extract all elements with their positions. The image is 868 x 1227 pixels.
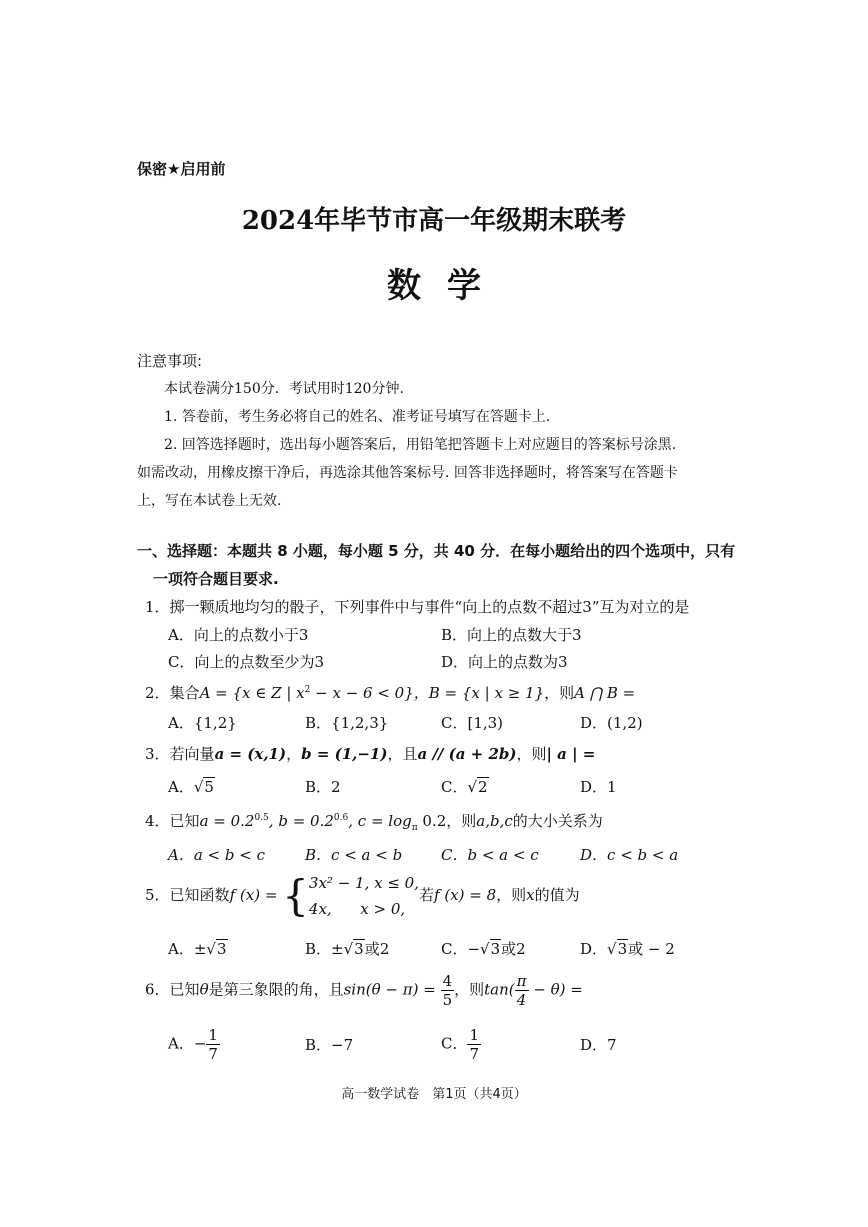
q1-option-d: D．向上的点数为3: [441, 653, 568, 671]
q-number: 5．: [145, 886, 170, 904]
sqrt-value: 3: [617, 940, 628, 958]
q5-option-a: A．±√3: [168, 940, 227, 958]
piece-1: 3x² − 1, x ≤ 0,: [308, 874, 419, 892]
q-text: 已知: [169, 980, 200, 999]
denominator: 7: [469, 1045, 480, 1063]
q-text: 集合: [169, 684, 200, 702]
q-number: 4．: [145, 812, 170, 830]
option-suffix: 或2: [364, 940, 390, 958]
option-letter: A．: [168, 778, 194, 796]
sqrt-value: 2: [478, 778, 488, 796]
option-letter: A．±: [168, 940, 207, 958]
expr-c-cont: 0.2: [417, 812, 447, 830]
q6-option-a: [168, 1026, 220, 1063]
fraction-pi-4: [515, 972, 529, 1009]
q-text: ，: [286, 745, 302, 763]
question-4: [145, 810, 603, 833]
q6-option-d: D．7: [580, 1036, 617, 1054]
option-suffix: 或 − 2: [628, 940, 675, 958]
q-text: 是第三象限的角，且: [208, 980, 344, 999]
numerator: 1: [469, 1026, 480, 1044]
q-text: ，则: [544, 684, 575, 702]
q2-option-d: D．(1,2): [580, 714, 643, 732]
vars: a,b,c: [476, 812, 513, 830]
q-number: 3．: [145, 745, 170, 763]
option-letter: D．: [580, 940, 608, 958]
sqrt-value: 3: [354, 940, 364, 958]
q-text: 若向量: [169, 745, 215, 763]
q2-option-c: C．[1,3): [441, 714, 504, 732]
q4-option-a: A．a < b < c: [168, 846, 265, 864]
option-suffix: 或2: [501, 940, 526, 958]
q-number: 1．: [145, 598, 170, 616]
q3-option-d: D．1: [580, 778, 617, 796]
exponent: 2: [304, 685, 311, 695]
subject-title: 数学: [387, 266, 507, 306]
question-1: [145, 596, 689, 617]
option-letter: C．: [441, 778, 468, 796]
exponent: 0.6: [333, 813, 349, 823]
q-text: ，则: [496, 886, 527, 904]
q-stem: 掷一颗质地均匀的骰子，下列事件中与事件“向上的点数不超过3”互为对立的是: [169, 598, 690, 616]
q1-option-a: A．向上的点数小于3: [168, 626, 309, 644]
sin-expr: sin(θ − π) =: [343, 980, 436, 999]
q5-option-d: D．√3或 − 2: [580, 940, 675, 958]
tan-expr: tan(: [484, 980, 515, 999]
q-text: 的值为: [534, 886, 580, 904]
question-2: [145, 682, 635, 703]
confidential-label: 保密★启用前: [137, 160, 226, 178]
fraction: [467, 1026, 481, 1063]
q-text: ，则: [516, 745, 547, 763]
exponent: 0.5: [254, 813, 269, 823]
set-a-expr: A = {x ∈ Z | x: [199, 684, 305, 702]
piece-2: 4x, x > 0,: [308, 900, 406, 918]
sqrt-value: 3: [216, 940, 227, 958]
question-3: [145, 743, 595, 764]
q4-option-c: C．b < a < c: [441, 846, 539, 864]
numerator: π: [516, 972, 527, 990]
denominator: 4: [516, 991, 527, 1009]
log-base: π: [411, 823, 418, 833]
q3-option-c: C．√2: [441, 778, 488, 796]
exam-title: 2024年毕节市高一年级期末联考: [241, 206, 627, 236]
expr-b: , b = 0.2: [268, 812, 334, 830]
q6-option-b: B．−7: [305, 1036, 354, 1054]
sqrt-value: 5: [204, 778, 214, 796]
notice-heading: 注意事项:: [137, 352, 203, 370]
q-text: 的大小关系为: [512, 812, 603, 830]
q1-option-b: B．向上的点数大于3: [441, 626, 582, 644]
vector-b: b = (1,−1): [301, 745, 388, 763]
notice-line: 本试卷满分150分．考试用时120分钟.: [164, 381, 404, 397]
q3-option-b: B．2: [305, 778, 341, 796]
option-letter: C．−: [441, 940, 481, 958]
q-text: 已知函数: [169, 886, 230, 904]
question-5: [145, 870, 580, 922]
q-number: 2．: [145, 684, 170, 702]
equation: f (x) = 8: [434, 886, 497, 904]
notice-line: 2. 回答选择题时，选出每小题答案后，用铅笔把答题卡上对应题目的答案标号涂黑.: [164, 437, 677, 453]
section-heading: 一、选择题：本题共 8 小题，每小题 5 分，共 40 分．在每小题给出的四个选项中，只有: [137, 542, 736, 560]
variable-x: x: [526, 886, 535, 904]
denominator: 7: [208, 1045, 218, 1063]
denominator: 5: [442, 991, 453, 1009]
theta: θ: [199, 980, 209, 999]
fraction-4-5: [441, 972, 455, 1009]
q6-option-c: [441, 1026, 481, 1063]
q-text: ，则: [454, 980, 485, 999]
q4-option-d: D．c < b < a: [580, 846, 679, 864]
numerator: 1: [208, 1026, 218, 1044]
q-text: 已知: [169, 812, 200, 830]
q1-option-c: C．向上的点数至少为3: [168, 653, 325, 671]
piecewise-definition: [282, 870, 419, 922]
q-text: ，则: [446, 812, 477, 830]
expr-a: a = 0.2: [199, 812, 255, 830]
notice-line: 上，写在本试卷上无效.: [137, 493, 282, 509]
vector-a: a = (x,1): [214, 745, 287, 763]
expr-c: , c = log: [348, 812, 412, 830]
intersection-expr: A ⋂ B =: [574, 684, 636, 702]
question-6: [145, 972, 583, 1009]
fraction: [206, 1026, 220, 1063]
notice-line: 1. 答卷前，考生务必将自己的姓名、准考证号填写在答题卡上.: [164, 409, 551, 425]
q5-option-b: B．±√3或2: [305, 940, 390, 958]
section-heading-cont: 一项符合题目要求.: [153, 570, 279, 588]
notice-line: 如需改动，用橡皮擦干净后，再选涂其他答案标号. 回答非选择题时，将答案写在答题卡: [137, 465, 678, 481]
numerator: 4: [442, 972, 453, 990]
option-letter: C．: [441, 1034, 468, 1053]
q-text: 若: [418, 886, 434, 904]
option-letter: A．−: [168, 1034, 207, 1053]
q4-option-b: B．c < a < b: [305, 846, 403, 864]
set-a-expr-cont: − x − 6 < 0}: [310, 684, 414, 702]
q2-option-b: B．{1,2,3}: [305, 714, 389, 732]
parallel-expr: a // (a + 2b): [417, 745, 517, 763]
tan-expr-cont: − θ) =: [528, 980, 583, 999]
q-text: ，且: [387, 745, 418, 763]
q5-option-c: C．−√3或2: [441, 940, 526, 958]
magnitude-expr: | a | =: [546, 745, 596, 763]
option-letter: B．±: [305, 940, 344, 958]
q2-option-a: A．{1,2}: [168, 714, 237, 732]
set-b-expr: ，B = {x | x ≥ 1}: [413, 684, 545, 702]
sqrt-value: 3: [490, 940, 501, 958]
q-number: 6．: [145, 980, 170, 999]
left-brace: {: [282, 871, 309, 920]
page-footer: 高一数学试卷 第1页（共4页）: [341, 1087, 527, 1102]
function-name: f (x) =: [229, 886, 278, 904]
q3-option-a: A．√5: [168, 778, 214, 796]
